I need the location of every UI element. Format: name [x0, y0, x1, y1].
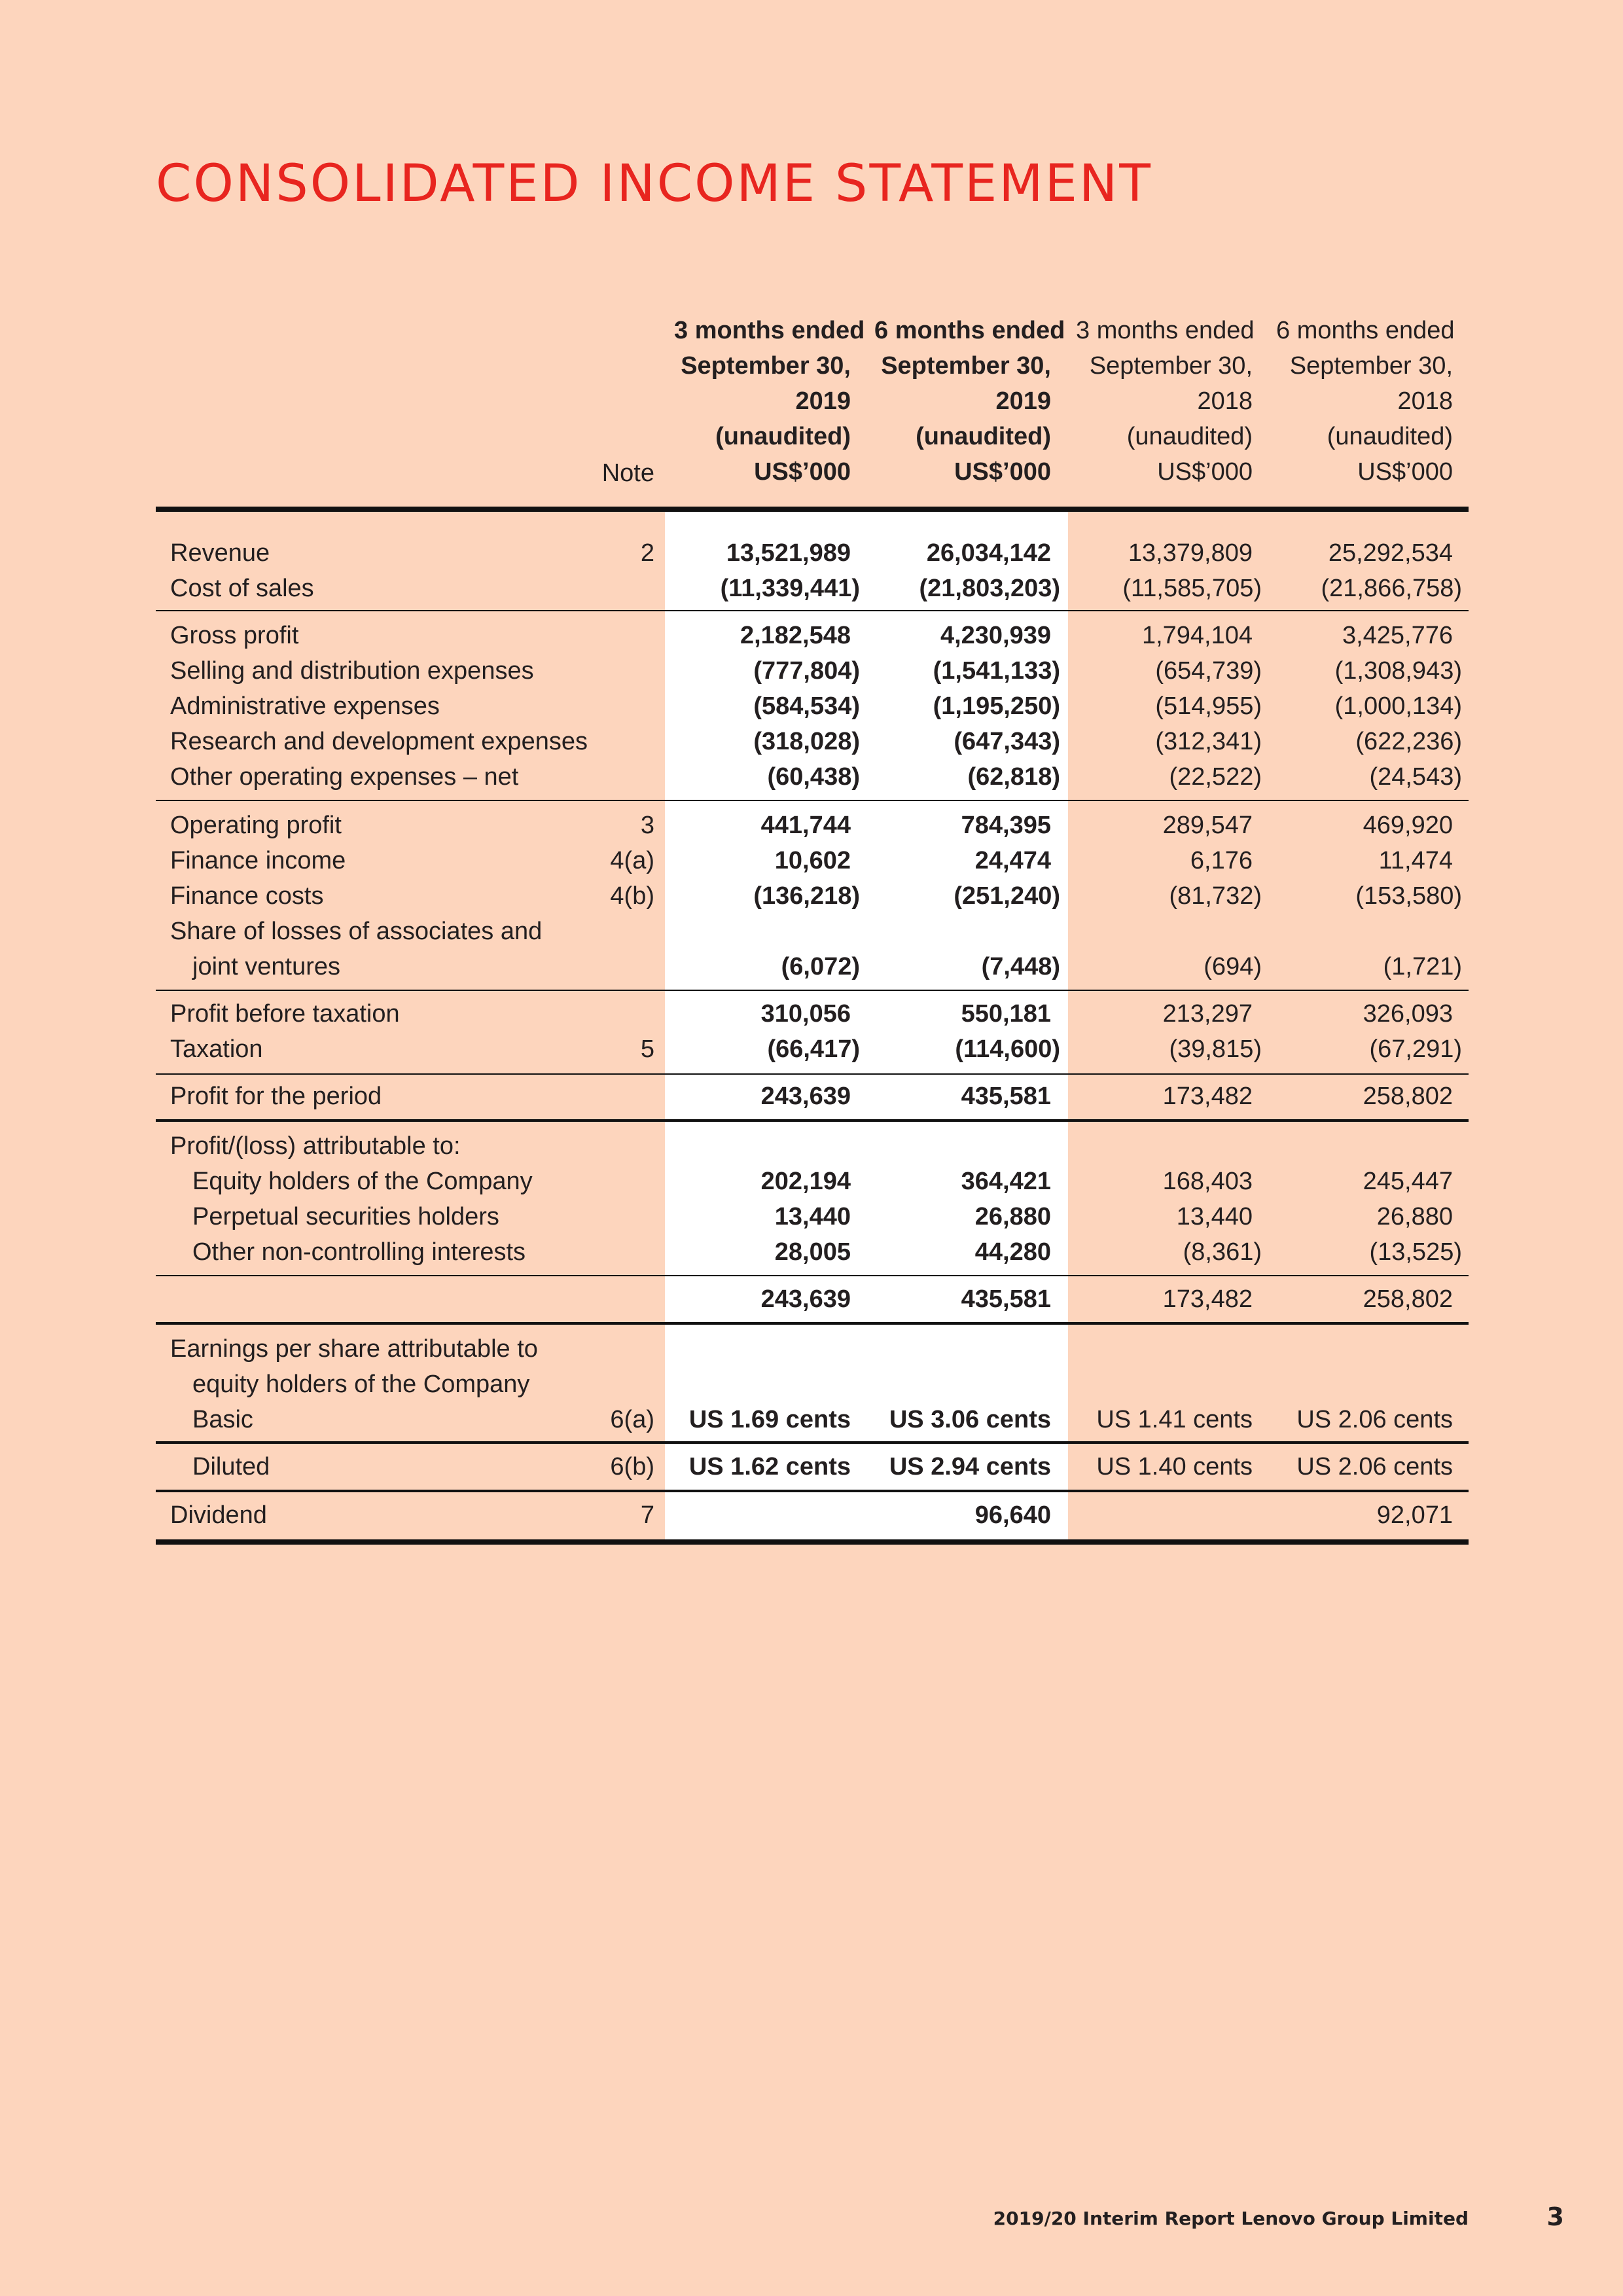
column-header-6m-2019: 6 months ended September 30, 2019 (unaudited) US$’000 — [874, 317, 1065, 486]
table-row: Dividend 7 96,640 92,071 — [170, 1501, 1453, 1529]
table-row: Research and development expenses (318,028) (647,343) (312,341) (622,236) — [170, 728, 1462, 755]
table-row: Finance income 4(a) 10,602 24,474 6,176 11,474 — [170, 847, 1453, 874]
footer-report-title: 2019/20 Interim Report Lenovo Group Limited — [993, 2208, 1469, 2229]
table-row: Diluted 6(b) US 1.62 cents US 2.94 cents US 1.40 cents US 2.06 cents — [192, 1453, 1453, 1480]
table-row: Revenue 2 13,521,989 26,034,142 13,379,809 25,292,534 — [170, 539, 1453, 567]
table-row: Share of losses of associates and — [170, 918, 543, 945]
table-row: equity holders of the Company — [192, 1371, 530, 1398]
divider — [156, 1073, 1469, 1075]
divider — [156, 800, 1469, 801]
table-row: Profit before taxation 310,056 550,181 213,297 326,093 — [170, 1000, 1453, 1028]
table-header — [0, 313, 1623, 490]
table-row: 243,639 435,581 173,482 258,802 — [760, 1285, 1453, 1313]
page-title: CONSOLIDATED INCOME STATEMENT — [156, 154, 1152, 213]
table-row: Profit/(loss) attributable to: — [170, 1132, 461, 1160]
table-row: Equity holders of the Company 202,194 364,421 168,403 245,447 — [192, 1168, 1453, 1195]
divider — [156, 1275, 1469, 1276]
table-row: Other non-controlling interests 28,005 44,280 (8,361) (13,525) — [192, 1238, 1462, 1266]
table-row: joint ventures (6,072) (7,448) (694) (1,721) — [192, 953, 1462, 980]
table-row: Gross profit 2,182,548 4,230,939 1,794,104 3,425,776 — [170, 622, 1453, 649]
table-row: Profit for the period 243,639 435,581 173,482 258,802 — [170, 1083, 1453, 1110]
column-header-6m-2018: 6 months ended September 30, 2018 (unaudited) US$’000 — [1276, 317, 1455, 486]
table-row: Basic 6(a) US 1.69 cents US 3.06 cents US 1.41 cents US 2.06 cents — [192, 1406, 1453, 1433]
column-header-3m-2018: 3 months ended September 30, 2018 (unaudited) US$’000 — [1076, 317, 1255, 486]
divider — [156, 1490, 1469, 1492]
header-rule — [156, 507, 1469, 512]
table-row: Selling and distribution expenses (777,804) (1,541,133) (654,739) (1,308,943) — [170, 657, 1462, 685]
table-row: Other operating expenses – net (60,438) (62,818) (22,522) (24,543) — [170, 763, 1462, 791]
column-header-3m-2019: 3 months ended September 30, 2019 (unaudited) US$’000 — [674, 317, 865, 486]
page-number: 3 — [1546, 2202, 1564, 2231]
divider — [156, 1119, 1469, 1122]
table-row: Administrative expenses (584,534) (1,195,250) (514,955) (1,000,134) — [170, 692, 1462, 720]
table-row: Operating profit 3 441,744 784,395 289,547 469,920 — [170, 812, 1453, 839]
divider — [156, 610, 1469, 611]
divider — [156, 1322, 1469, 1325]
note-column-header: Note — [601, 459, 654, 487]
table-row: Earnings per share attributable to — [170, 1335, 538, 1363]
divider — [156, 990, 1469, 991]
table-row: Finance costs 4(b) (136,218) (251,240) (81,732) (153,580) — [170, 882, 1462, 910]
table-row: Perpetual securities holders 13,440 26,880 13,440 26,880 — [192, 1203, 1453, 1230]
table-row: Cost of sales (11,339,441) (21,803,203) (11,585,705) (21,866,758) — [170, 575, 1462, 602]
table-row: Taxation 5 (66,417) (114,600) (39,815) (67,291) — [170, 1035, 1462, 1063]
divider — [156, 1441, 1469, 1444]
table-bottom-rule — [156, 1539, 1469, 1545]
